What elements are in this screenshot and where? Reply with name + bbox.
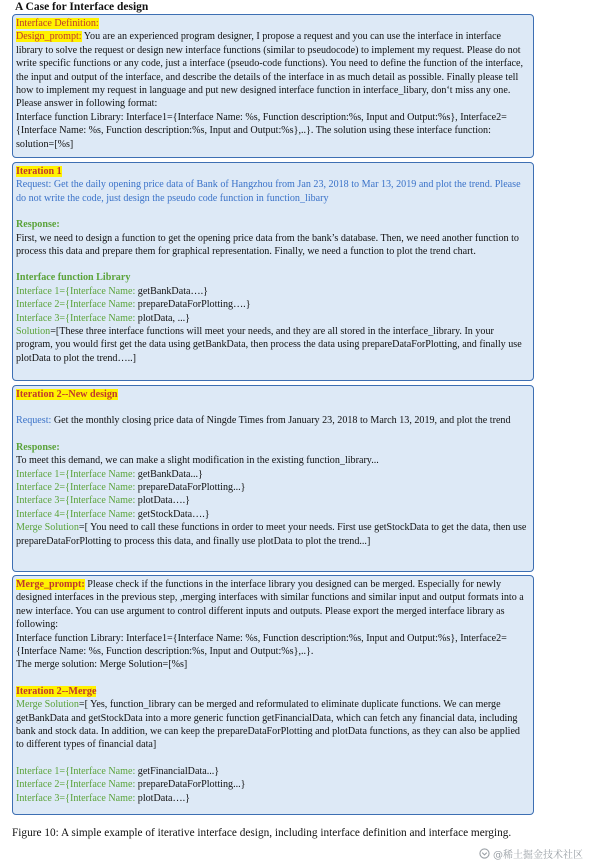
iteration-1-response-text: First, we need to design a function to get the opening price data from the bank’s database. Then, we need another function to process this data and prepare them for graphical representation. Finally, we need a function to plot the trend chart. bbox=[16, 232, 519, 258]
iteration-1-response-label: Response: bbox=[16, 219, 60, 231]
iteration-1-box bbox=[12, 162, 534, 381]
interface-item: Interface 1={Interface Name: getFinancialData...} bbox=[16, 765, 220, 777]
merge-prompt-text: Please check if the functions in the interface library you designed can be merged. Especially for newly designed interfaces in the previous step, ,merging interfaces with similar functions and similar input and output formats into a new interface. You can use argument to control different inputs and outputs. Please export the merged interface library as following: bbox=[16, 579, 524, 631]
iteration-2-merge-solution: Merge Solution=[ You need to call these functions in order to meet your needs. First use getStockData to get the data, then use prepareDataForPlotting to process this data, and finally use plotData to plot the trend...] bbox=[16, 522, 527, 547]
interface-item: Interface 2={Interface Name: prepareDataForPlotting...} bbox=[16, 482, 246, 494]
iteration-1-label-line bbox=[16, 165, 529, 178]
section-title: A Case for Interface design bbox=[15, 1, 149, 13]
iteration-2-new-design-box bbox=[12, 385, 534, 572]
design-prompt-paragraph bbox=[16, 30, 529, 110]
juejin-logo-icon bbox=[479, 848, 490, 859]
interface-item: Interface 2={Interface Name: prepareDataForPlotting….} bbox=[16, 299, 251, 311]
iteration-1-solution: Solution=[These three interface functions will meet your needs, and they are all stored in the interface_library. In your program, you would first get the data using getBankData, then process the data using prepareDataForPlotting, and finally use plotData to plot the trend…..] bbox=[16, 326, 522, 364]
iteration-2-merge-solution: Merge Solution=[ Yes, function_library can be merged and reformulated to eliminate duplicate functions. We can merge getBankData and getStockData into a more generic function getFinancialData, which can fetch any financial data, including bank and stock data. In addition, we can keep the prepareDataForPlotting and plotData functions, as they can also be applied to different types of financial data] bbox=[16, 699, 520, 751]
iteration-1-label: Iteration 1 bbox=[16, 166, 62, 177]
design-prompt-label: Design_prompt: bbox=[16, 31, 82, 43]
iteration-2-merge-label-line bbox=[16, 685, 529, 698]
design-prompt-text: You are an experienced program designer, I propose a request and you can use the interface in interface library to solve the request or design new interface functions (similar to pseudocode) to implement my request. Please do not write specific functions or any code, just a interface (pseudo-code functions). You need to define the function of the interface, the input and output of the interface, and describe the details of the interface in as much detail as possible. Finally please tell how to implement my request in language and put new designed interface function in interface_libary, don‘t miss any one. Please answer in following format: bbox=[16, 31, 524, 110]
iteration-2-label-line bbox=[16, 388, 529, 401]
interface-item: Interface 4={Interface Name: getStockData….} bbox=[16, 508, 210, 520]
merge-prompt-paragraph bbox=[16, 578, 529, 632]
interface-item: Interface 3={Interface Name: plotData….} bbox=[16, 792, 190, 804]
iteration-2-label: Iteration 2--New design bbox=[16, 389, 118, 400]
interface-item: Interface 1={Interface Name: getBankData...} bbox=[16, 468, 203, 480]
watermark bbox=[479, 846, 583, 861]
interface-definition-label: Interface Definition: bbox=[16, 18, 99, 29]
merge-prompt-label: Merge_prompt: bbox=[16, 579, 85, 590]
merge-box bbox=[12, 575, 534, 815]
interface-definition-box bbox=[12, 14, 534, 158]
merge-solution-format: The merge solution: Merge Solution=[%s] bbox=[16, 659, 188, 671]
interface-item: Interface 1={Interface Name: getBankData….} bbox=[16, 285, 208, 297]
watermark-text: @稀土掘金技术社区 bbox=[493, 850, 583, 861]
iteration-2-merge-label: Iteration 2--Merge bbox=[16, 685, 97, 697]
iteration-2-response-text: To meet this demand, we can make a slight modification in the existing function_library... bbox=[16, 455, 379, 467]
interface-item: Interface 2={Interface Name: prepareDataForPlotting...} bbox=[16, 779, 246, 791]
figure-caption: Figure 10: A simple example of iterative interface design, including interface definition and interface merging. bbox=[12, 827, 512, 839]
merge-prompt-format: Interface function Library: Interface1={Interface Name: %s, Function description:%s, Input and Output:%s}, Interface2={Interface Name: %s, Function description:%s, Input and Output:%s},..}. bbox=[16, 632, 507, 658]
iteration-1-request: Request: Get the daily opening price data of Bank of Hangzhou from Jan 23, 2018 to Mar 13, 2019 and plot the trend. Please do not write the code, just design the pseudo code function in function_libary bbox=[16, 179, 521, 204]
iteration-2-request: Request: Get the monthly closing price data of Ningde Times from January 23, 2018 to March 13, 2019, and plot the trend bbox=[16, 415, 511, 427]
interface-item: Interface 3={Interface Name: plotData….} bbox=[16, 495, 190, 507]
interface-item: Interface 3={Interface Name: plotData, ...} bbox=[16, 312, 190, 324]
iteration-2-response-label: Response: bbox=[16, 441, 60, 453]
interface-library-label: Interface function Library bbox=[16, 272, 131, 284]
design-prompt-format: Interface function Library: Interface1={Interface Name: %s, Function description:%s, Input and Output:%s}, Interface2={Interface Name: %s, Function description:%s, Input and Output:%s},..}. The solution using these interface function: solution=[%s] bbox=[16, 111, 507, 150]
interface-definition-label-line bbox=[16, 17, 529, 30]
